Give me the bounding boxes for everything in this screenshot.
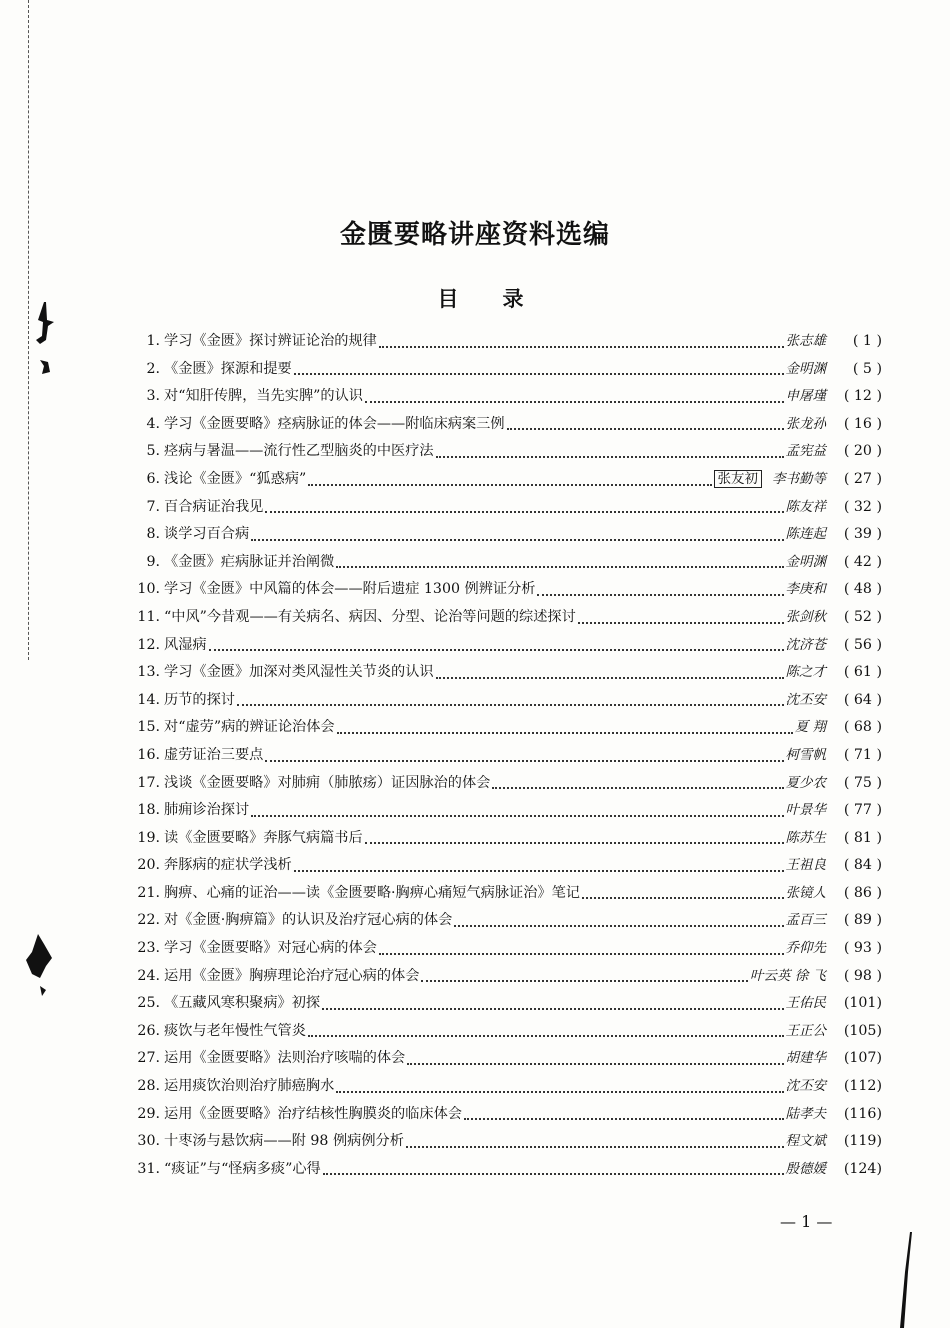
toc-number: 1.	[146, 333, 160, 349]
toc-title: 浅论《金匮》“狐惑病”	[164, 470, 307, 487]
toc-author: 李庚和	[785, 581, 826, 598]
toc-number: 27.	[137, 1050, 160, 1067]
leader-dots	[379, 953, 784, 955]
toc-title: 《金匮》疟病脉证并治阐微	[164, 553, 335, 570]
toc-page: ( 98 )	[843, 967, 882, 984]
toc-number: 5.	[146, 443, 160, 460]
toc-number: 10.	[137, 581, 160, 598]
toc-entry[interactable]	[116, 604, 882, 632]
toc-entry[interactable]	[116, 494, 882, 522]
leader-dots	[507, 428, 784, 430]
toc-entry[interactable]	[116, 328, 882, 356]
toc-number: 4.	[146, 415, 160, 432]
toc-title: 百合病证治我见	[164, 498, 264, 515]
toc-page: ( 39 )	[843, 526, 882, 543]
page-number: — 1 —	[780, 1212, 833, 1231]
toc-title: 谈学习百合病	[164, 526, 250, 543]
toc-title: 运用《金匮要略》治疗结核性胸膜炎的临床体会	[164, 1105, 462, 1122]
toc-entry[interactable]	[116, 852, 882, 880]
toc-number: 8.	[146, 526, 160, 543]
toc-page: ( 27 )	[843, 470, 882, 487]
toc-page: ( 75 )	[843, 774, 882, 791]
toc-entry[interactable]	[116, 632, 882, 660]
leader-dots	[308, 1035, 784, 1037]
toc-number: 21.	[137, 884, 160, 901]
toc-title: 《五藏风寒积聚病》初探	[164, 995, 321, 1012]
leader-dots	[365, 842, 784, 844]
toc-title: 十枣汤与悬饮病——附 98 例病例分析	[164, 1133, 404, 1150]
toc-number: 13.	[137, 664, 160, 681]
toc-page: ( 42 )	[843, 553, 882, 570]
toc-entry[interactable]	[116, 935, 882, 963]
toc-title: 浅谈《金匮要略》对肺痈（肺脓疡）证因脉治的体会	[164, 774, 491, 791]
toc-author: 金明渊	[785, 360, 826, 377]
toc-page: ( 68 )	[843, 719, 882, 736]
leader-dots	[308, 484, 711, 486]
toc-author: 陈友祥	[785, 498, 826, 515]
toc-number: 6.	[146, 470, 160, 487]
toc-author: 殷德媛	[785, 1160, 826, 1177]
leader-dots	[406, 1146, 784, 1148]
leader-dots	[322, 1008, 783, 1010]
leader-dots	[407, 1063, 783, 1065]
toc-page: ( 48 )	[843, 581, 882, 598]
toc-number: 29.	[137, 1105, 160, 1122]
toc-entry[interactable]	[116, 1018, 882, 1046]
leader-dots	[323, 1173, 784, 1175]
toc-title: 对“虚劳”病的辨证论治体会	[164, 719, 335, 736]
leader-dots	[265, 760, 783, 762]
leader-dots	[209, 649, 784, 651]
leader-dots	[492, 787, 783, 789]
leader-dots	[337, 732, 793, 734]
toc-entry[interactable]	[116, 687, 882, 715]
toc-number: 30.	[137, 1133, 160, 1150]
toc-number: 23.	[137, 940, 160, 957]
toc-author: 孟百三	[785, 912, 826, 929]
toc-page: ( 5 )	[852, 360, 882, 377]
toc-title: 对《金匮·胸痹篇》的认识及治疗冠心病的体会	[164, 912, 453, 929]
toc-entry[interactable]	[116, 1128, 882, 1156]
toc-entry[interactable]	[116, 438, 882, 466]
toc-entry[interactable]	[116, 742, 882, 770]
toc-author: 孟宪益	[785, 443, 826, 460]
toc-page: (101)	[843, 995, 882, 1012]
toc-entry[interactable]	[116, 659, 882, 687]
toc-title: 风湿病	[164, 636, 207, 653]
leader-dots	[336, 1091, 783, 1093]
toc-page: ( 86 )	[843, 884, 882, 901]
toc-page: (116)	[843, 1105, 882, 1122]
toc-page: ( 12 )	[843, 388, 882, 405]
toc-number: 18.	[137, 802, 160, 819]
toc-title: 运用痰饮治则治疗肺癌胸水	[164, 1078, 335, 1095]
toc-entry[interactable]	[116, 907, 882, 935]
leader-dots	[365, 401, 784, 403]
toc-page: (105)	[843, 1022, 882, 1039]
toc-author: 张剑秋	[785, 608, 826, 625]
toc-title: 读《金匮要略》奔豚气病篇书后	[164, 829, 363, 846]
toc-page: (112)	[843, 1078, 882, 1095]
toc-entry[interactable]	[116, 714, 882, 742]
toc-entry[interactable]	[116, 825, 882, 853]
toc-page: ( 89 )	[843, 912, 882, 929]
toc-page: ( 52 )	[843, 608, 882, 625]
toc-author: 沈丕安	[785, 691, 826, 708]
leader-dots	[237, 704, 784, 706]
toc-heading: 目录	[437, 287, 568, 311]
toc-number: 26.	[137, 1022, 160, 1039]
toc-title: “痰证”与“怪病多痰”心得	[164, 1160, 321, 1177]
toc-number: 16.	[137, 746, 160, 763]
toc-number: 15.	[137, 719, 160, 736]
toc-title: 《金匮》探源和提要	[164, 360, 292, 377]
toc-title: 奔豚病的症状学浅析	[164, 857, 292, 874]
leader-dots	[265, 511, 783, 513]
toc-title: 运用《金匮》胸痹理论治疗冠心病的体会	[164, 967, 420, 984]
table-of-contents	[116, 328, 882, 1183]
leader-dots	[464, 1118, 784, 1120]
toc-number: 11.	[137, 608, 160, 625]
toc-author: 陈连起	[785, 526, 826, 543]
leader-dots	[294, 373, 784, 375]
toc-author: 王佑民	[785, 995, 826, 1012]
toc-author-group	[714, 466, 827, 494]
margin-dashed-line	[28, 0, 29, 660]
toc-title: 对“知肝传脾，当先实脾”的认识	[164, 388, 363, 405]
leader-dots	[436, 677, 784, 679]
toc-entry[interactable]	[116, 411, 882, 439]
toc-entry[interactable]	[116, 549, 882, 577]
toc-page: ( 93 )	[843, 940, 882, 957]
toc-author: 李书勤等	[772, 470, 826, 487]
leader-dots	[379, 346, 784, 348]
toc-entry[interactable]	[116, 521, 882, 549]
toc-author: 陈苏生	[785, 829, 826, 846]
toc-entry[interactable]	[116, 1156, 882, 1184]
leader-dots	[537, 594, 783, 596]
toc-entry[interactable]	[116, 1045, 882, 1073]
toc-number: 20.	[137, 857, 160, 874]
toc-title: 学习《金匮》中风篇的体会——附后遗症 1300 例辨证分析	[164, 581, 536, 598]
toc-author: 沈济苍	[785, 636, 826, 653]
toc-number: 7.	[146, 498, 160, 515]
toc-number: 25.	[137, 995, 160, 1012]
toc-entry[interactable]	[116, 1073, 882, 1101]
toc-number: 17.	[137, 774, 160, 791]
toc-number: 19.	[137, 829, 160, 846]
toc-author: 胡建华	[785, 1050, 826, 1067]
toc-page: ( 77 )	[843, 802, 882, 819]
toc-page: ( 61 )	[843, 664, 882, 681]
toc-page: ( 71 )	[843, 746, 882, 763]
toc-page: ( 81 )	[843, 829, 882, 846]
toc-entry[interactable]	[116, 963, 882, 991]
toc-author: 夏 翔	[794, 719, 826, 736]
toc-author: 申屠瑾	[785, 388, 826, 405]
toc-title: 学习《金匮》探讨辨证论治的规律	[164, 333, 377, 349]
toc-title: 痉病与暑温——流行性乙型脑炎的中医疗法	[164, 443, 434, 460]
toc-number: 14.	[137, 691, 160, 708]
toc-title: 历节的探讨	[164, 691, 235, 708]
toc-number: 2.	[146, 360, 160, 377]
ink-mark-corner	[896, 1232, 916, 1328]
leader-dots	[336, 566, 783, 568]
toc-page: ( 32 )	[843, 498, 882, 515]
toc-title: 虚劳证治三要点	[164, 746, 264, 763]
toc-title: 学习《金匮要略》痉病脉证的体会——附临床病案三例	[164, 415, 505, 432]
toc-page: ( 64 )	[843, 691, 882, 708]
leader-dots	[578, 622, 784, 624]
toc-page: ( 16 )	[843, 415, 882, 432]
toc-author: 叶景华	[785, 802, 826, 819]
toc-author: 沈丕安	[785, 1078, 826, 1095]
toc-title: 痰饮与老年慢性气管炎	[164, 1022, 306, 1039]
toc-author: 程文斌	[785, 1133, 826, 1150]
toc-number: 9.	[146, 553, 160, 570]
toc-entry[interactable]	[116, 1101, 882, 1129]
toc-title: 肺痈诊治探讨	[164, 802, 250, 819]
toc-entry[interactable]	[116, 770, 882, 798]
toc-author: 陈之才	[785, 664, 826, 681]
toc-author: 乔仰先	[785, 940, 826, 957]
toc-number: 28.	[137, 1078, 160, 1095]
toc-page: ( 84 )	[843, 857, 882, 874]
toc-entry[interactable]	[116, 990, 882, 1018]
toc-number: 3.	[146, 388, 160, 405]
leader-dots	[251, 815, 783, 817]
leader-dots	[436, 456, 784, 458]
toc-page: ( 1 )	[852, 333, 882, 349]
toc-title: “中风”今昔观——有关病名、病因、分型、论治等问题的综述探讨	[164, 608, 576, 625]
toc-title: 学习《金匮》加深对类风湿性关节炎的认识	[164, 664, 434, 681]
leader-dots	[421, 980, 748, 982]
toc-entry[interactable]	[116, 576, 882, 604]
toc-author: 叶云英 徐 飞	[749, 967, 826, 984]
toc-author: 王正公	[785, 1022, 826, 1039]
toc-entry[interactable]	[116, 383, 882, 411]
leader-dots	[454, 925, 783, 927]
toc-entry[interactable]	[116, 466, 882, 494]
toc-number: 31.	[137, 1160, 160, 1177]
book-title: 金匮要略讲座资料选编	[339, 220, 610, 250]
toc-number: 24.	[137, 967, 160, 984]
toc-author: 夏少农	[785, 774, 826, 791]
toc-author: 金明渊	[785, 553, 826, 570]
toc-author: 张志雄	[785, 333, 826, 349]
toc-entry[interactable]	[116, 356, 882, 384]
toc-author: 柯雪帆	[785, 746, 826, 763]
toc-page: (124)	[843, 1160, 882, 1177]
toc-number: 12.	[137, 636, 160, 653]
toc-page: ( 56 )	[843, 636, 882, 653]
leader-dots	[582, 897, 784, 899]
toc-page: (107)	[843, 1050, 882, 1067]
toc-page: (119)	[843, 1133, 882, 1150]
ink-mark-bottom	[18, 930, 58, 1010]
boxed-author: 张友初	[714, 470, 763, 488]
toc-number: 22.	[137, 912, 160, 929]
toc-page: ( 20 )	[843, 443, 882, 460]
leader-dots	[251, 539, 783, 541]
toc-author: 张龙孙	[785, 415, 826, 432]
toc-title: 运用《金匮要略》法则治疗咳喘的体会	[164, 1050, 406, 1067]
toc-title: 学习《金匮要略》对冠心病的体会	[164, 940, 377, 957]
toc-author: 王祖良	[785, 857, 826, 874]
toc-entry[interactable]	[116, 880, 882, 908]
toc-author: 陆孝夫	[785, 1105, 826, 1122]
toc-entry[interactable]	[116, 797, 882, 825]
leader-dots	[294, 870, 784, 872]
toc-title: 胸痹、心痛的证治——读《金匮要略·胸痹心痛短气病脉证治》笔记	[164, 884, 580, 901]
toc-author: 张镜人	[785, 884, 826, 901]
